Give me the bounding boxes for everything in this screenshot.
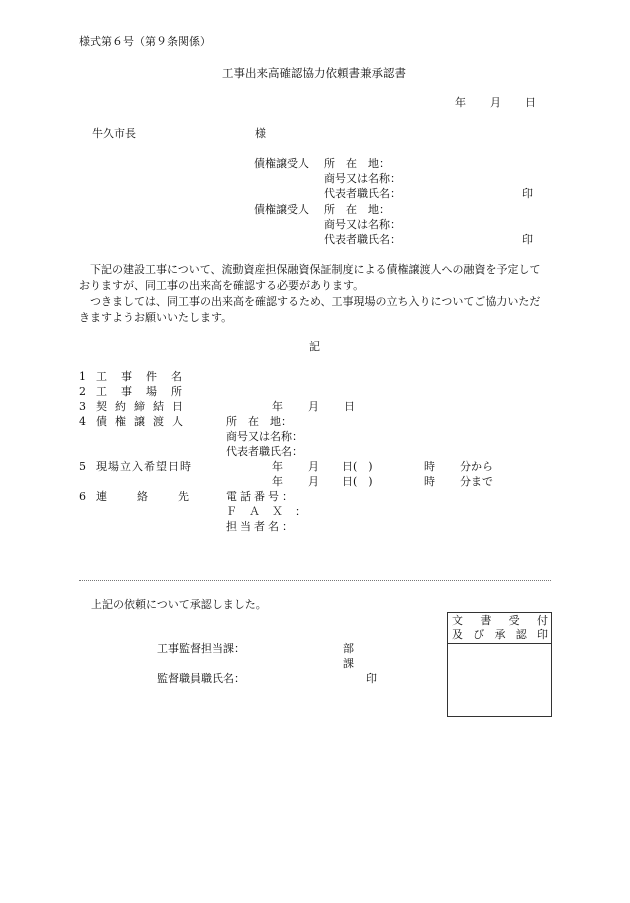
stamp-box-char: び (473, 628, 485, 641)
stamp-box-char: 印 (537, 628, 548, 641)
request-body (79, 262, 551, 326)
seal-mark: 印 (522, 233, 533, 246)
visit-to-day: 日( ) (342, 475, 373, 488)
visit-to-minute: 分まで (460, 475, 493, 488)
item-number: 2 (79, 385, 86, 398)
stamp-box-char: 認 (515, 628, 527, 641)
cut-line-divider (79, 580, 551, 581)
seal-mark: 印 (522, 187, 533, 200)
assignee-company-label: 商号又は名称： (324, 218, 401, 231)
supervising-dept-label: 工事監督担当課： (157, 642, 245, 655)
assignee-role: 債権譲受人 (254, 203, 309, 216)
transferor-rep-label: 代表者職氏名： (226, 445, 303, 458)
item-number: 5 (79, 460, 86, 473)
ki-heading: 記 (309, 340, 320, 353)
document-title: 工事出来高確認協力依頼書兼承認書 (222, 66, 406, 80)
assignee-rep-label: 代表者職氏名： (324, 233, 401, 246)
date-year: 年 (455, 96, 466, 109)
assignee-rep-label: 代表者職氏名： (324, 187, 401, 200)
assignee-address-label: 所 在 地： (324, 203, 390, 216)
body-paragraph: つきましては、同工事の出来高を確認するため、工事現場の立ち入りについてご協力いただきますようお願いいたします。 (79, 295, 541, 324)
stamp-box-char: 及 (452, 628, 463, 641)
contact-person-label: 担当者名： (226, 520, 296, 533)
section-ka: 課 (343, 657, 354, 670)
item-number: 3 (79, 400, 86, 413)
item-label: 債権譲渡人 (96, 415, 191, 428)
stamp-box-char: 付 (536, 614, 548, 627)
department-bu: 部 (343, 642, 354, 655)
contract-year: 年 (272, 400, 283, 413)
stamp-box-header (448, 613, 551, 644)
contact-fax-label: ＦＡＸ： (226, 505, 318, 518)
seal-mark: 印 (366, 672, 377, 685)
supervisor-name-label: 監督職員職氏名： (157, 672, 245, 685)
transferor-address-label: 所 在 地： (226, 415, 292, 428)
addressee-honorific: 様 (255, 127, 266, 140)
assignee-company-label: 商号又は名称： (324, 172, 401, 185)
stamp-box-char: 受 (508, 614, 520, 627)
body-paragraph: 下記の建設工事について、流動資産担保融資保証制度による債権譲渡人への融資を予定しておりますが、同工事の出来高を確認する必要があります。 (79, 263, 541, 292)
item-label: 現場立入希望日時 (96, 460, 192, 473)
stamp-box-char: 承 (494, 628, 506, 641)
item-number: 1 (79, 370, 86, 383)
stamp-box-char: 書 (480, 614, 492, 627)
item-label: 工事場所 (96, 385, 196, 398)
visit-from-minute: 分から (460, 460, 493, 473)
visit-from-hour: 時 (424, 460, 435, 473)
form-number: 様式第６号（第９条関係） (79, 35, 211, 48)
transferor-company-label: 商号又は名称： (226, 430, 303, 443)
item-label: 契約締結日 (96, 400, 191, 413)
visit-to-month: 月 (308, 475, 319, 488)
item-label: 工事件名 (96, 370, 196, 383)
contract-month: 月 (308, 400, 319, 413)
contract-day: 日 (344, 400, 355, 413)
addressee-name: 牛久市長 (92, 127, 136, 140)
assignee-address-label: 所 在 地： (324, 157, 390, 170)
stamp-box-line2 (452, 628, 548, 642)
date-day: 日 (525, 96, 536, 109)
item-label: 連絡先 (96, 490, 219, 503)
assignee-role: 債権譲受人 (254, 157, 309, 170)
approval-statement: 上記の依頼について承認しました。 (91, 598, 267, 611)
item-number: 4 (79, 415, 86, 428)
visit-from-month: 月 (308, 460, 319, 473)
visit-from-year: 年 (272, 460, 283, 473)
item-number: 6 (79, 490, 86, 503)
visit-to-hour: 時 (424, 475, 435, 488)
visit-to-year: 年 (272, 475, 283, 488)
visit-from-day: 日( ) (342, 460, 373, 473)
contact-phone-label: 電話番号： (226, 490, 296, 503)
reception-stamp-box (447, 612, 552, 717)
date-month: 月 (490, 96, 501, 109)
stamp-box-line1 (452, 614, 548, 628)
stamp-box-char: 文 (452, 614, 463, 627)
